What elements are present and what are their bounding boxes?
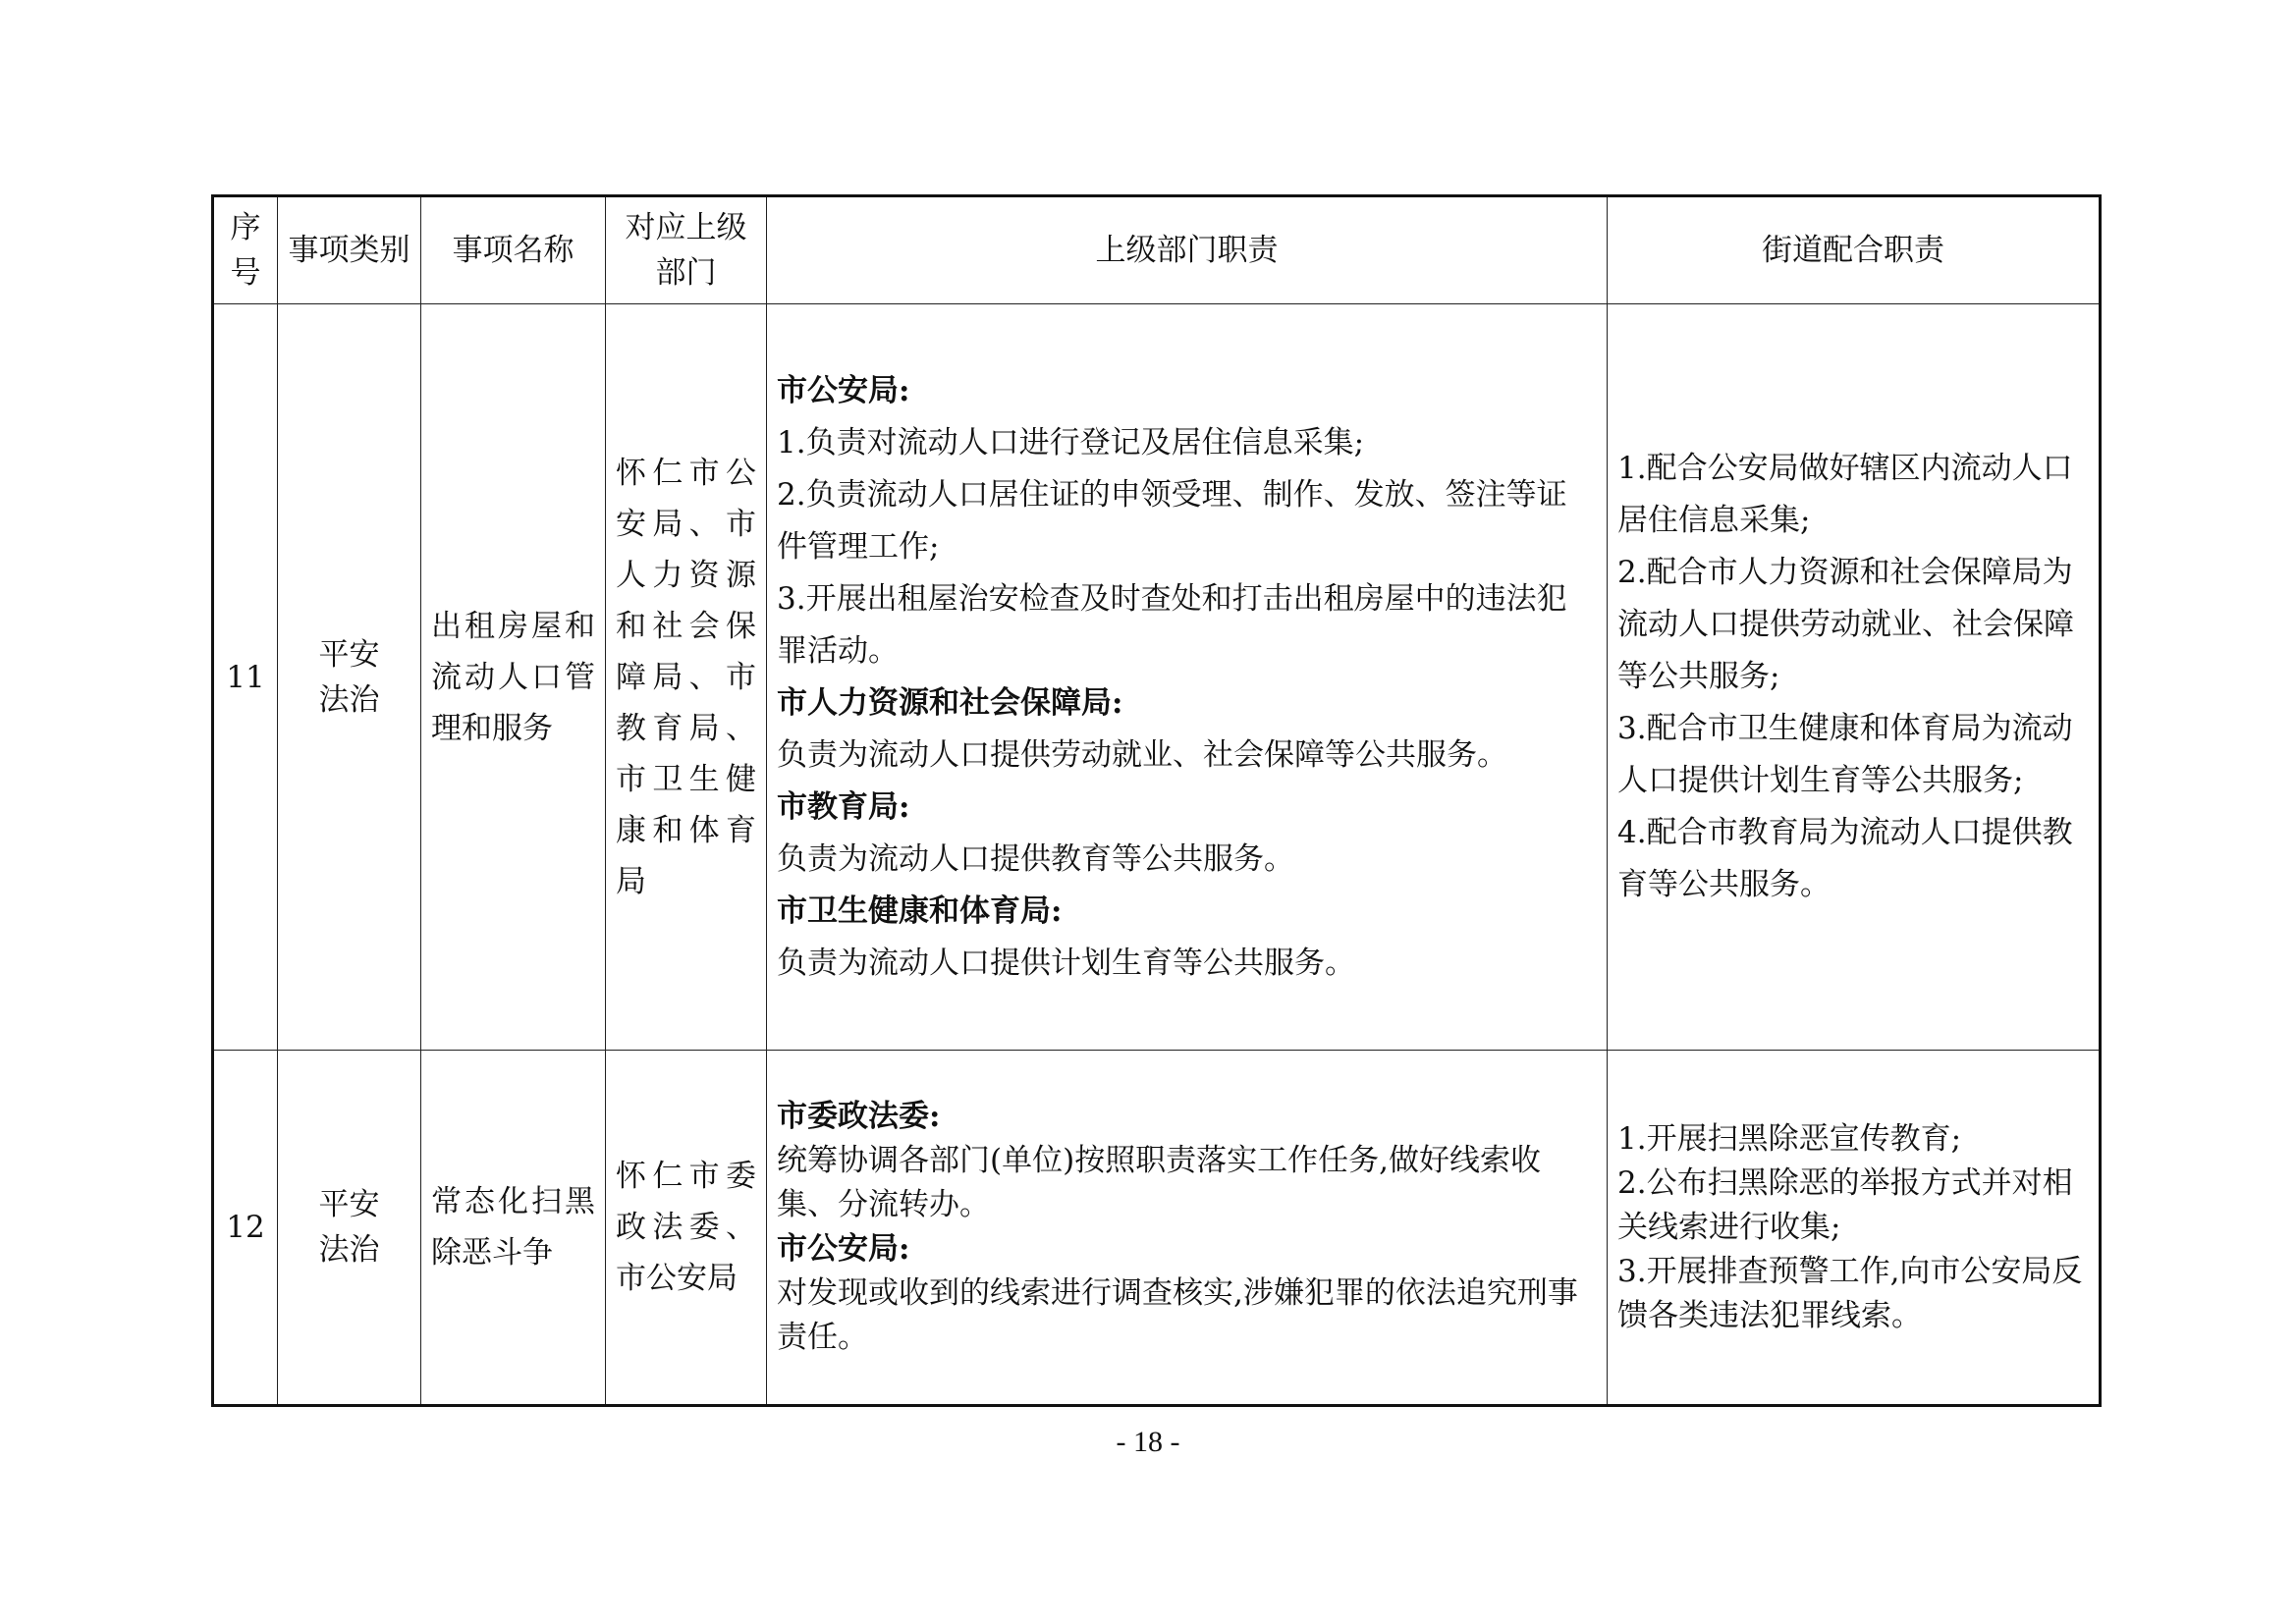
duty-heading: 市公安局:	[777, 372, 910, 408]
street-duty-line: 3.开展排查预警工作,向市公安局反馈各类违法犯罪线索。	[1617, 1253, 2083, 1333]
row-category: 平安法治	[278, 1051, 421, 1406]
row-street-duties	[1608, 1051, 2101, 1406]
duty-heading: 市教育局:	[777, 788, 910, 825]
row-superior-dept: 怀仁市委政法委、市公安局	[606, 1051, 767, 1406]
street-duty-line: 2.公布扫黑除恶的举报方式并对相关线索进行收集;	[1617, 1164, 2073, 1245]
duty-line: 统筹协调各部门(单位)按照职责落实工作任务,做好线索收集、分流转办。	[777, 1143, 1542, 1222]
row-index: 11	[213, 304, 278, 1051]
duty-line: 负责为流动人口提供计划生育等公共服务。	[777, 945, 1355, 981]
street-duty-line: 1.配合公安局做好辖区内流动人口居住信息采集;	[1617, 451, 2073, 538]
duty-heading: 市公安局:	[777, 1231, 910, 1267]
duty-table	[211, 194, 2102, 1407]
duty-line: 3.开展出租屋治安检查及时查处和打击出租房屋中的违法犯罪活动。	[777, 580, 1567, 669]
row-superior-duties	[767, 1051, 1608, 1406]
header-item-name: 事项名称	[421, 196, 606, 304]
header-index: 序号	[213, 196, 278, 304]
duty-heading: 市委政法委:	[777, 1099, 941, 1134]
duty-line: 负责为流动人口提供教育等公共服务。	[777, 840, 1294, 877]
row-superior-dept: 怀仁市公安局、市人力资源和社会保障局、市教育局、市卫生健康和体育局	[606, 304, 767, 1051]
street-duty-line: 2.配合市人力资源和社会保障局为流动人口提供劳动就业、社会保障等公共服务;	[1617, 555, 2074, 694]
header-street-duties: 街道配合职责	[1608, 196, 2101, 304]
duty-heading: 市人力资源和社会保障局:	[777, 684, 1123, 721]
table-header-row	[213, 196, 2101, 304]
duty-line: 2.负责流动人口居住证的申领受理、制作、发放、签注等证件管理工作;	[777, 476, 1567, 565]
row-superior-duties	[767, 304, 1608, 1051]
row-street-duties	[1608, 304, 2101, 1051]
street-duty-line: 4.配合市教育局为流动人口提供教育等公共服务。	[1617, 815, 2073, 902]
header-category: 事项类别	[278, 196, 421, 304]
page-number: - 18 -	[1116, 1426, 1180, 1458]
row-item-name: 出租房屋和流动人口管理和服务	[421, 304, 606, 1051]
street-duty-line: 1.开展扫黑除恶宣传教育;	[1617, 1120, 1962, 1157]
duty-line: 1.负责对流动人口进行登记及居住信息采集;	[777, 424, 1365, 460]
street-duty-line: 3.配合市卫生健康和体育局为流动人口提供计划生育等公共服务;	[1617, 711, 2073, 798]
table-row	[213, 304, 2101, 1051]
header-superior-duties: 上级部门职责	[767, 196, 1608, 304]
row-index: 12	[213, 1051, 278, 1406]
table-row	[213, 1051, 2101, 1406]
row-item-name: 常态化扫黑除恶斗争	[421, 1051, 606, 1406]
duty-line: 负责为流动人口提供劳动就业、社会保障等公共服务。	[777, 736, 1507, 773]
duty-heading: 市卫生健康和体育局:	[777, 893, 1063, 929]
header-superior-dept: 对应上级部门	[606, 196, 767, 304]
duty-line: 对发现或收到的线索进行调查核实,涉嫌犯罪的依法追究刑事责任。	[777, 1275, 1578, 1355]
row-category: 平安法治	[278, 304, 421, 1051]
